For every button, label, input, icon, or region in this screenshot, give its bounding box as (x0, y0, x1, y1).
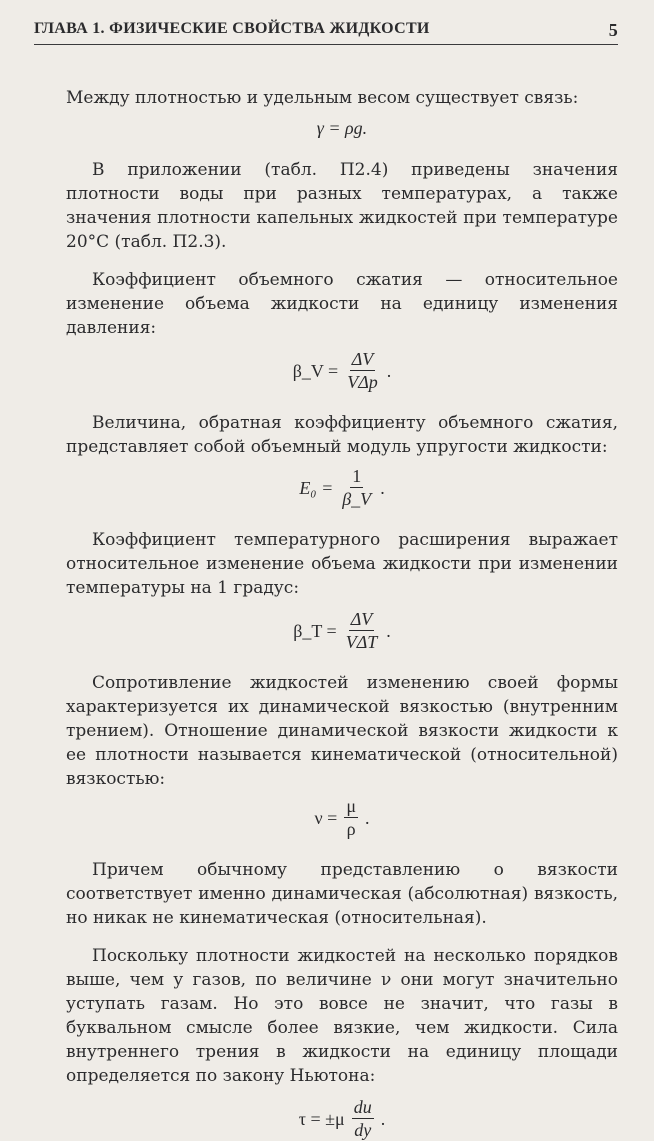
paragraph-8: Поскольку плотности жидкостей на несколько порядков выше, чем у газов, по величине ν они могут значительно уступать газам. Но это вовсе не значит, что газы в буквальном смысле более вязкие, чем жидкости. Сила внутреннего трения в жидкости на единицу площади определяется по закону Ньютона: (66, 946, 618, 1086)
formula-beta-t-lhs: β_T = (293, 620, 337, 641)
formula-nu-numerator: μ (346, 796, 356, 816)
formula-nu-denominator: ρ (346, 819, 356, 839)
formula-e0-fraction (340, 465, 373, 510)
formula-beta-v-lhs: β_V = (292, 360, 339, 381)
paragraph-6: Сопротивление жидкостей изменению своей формы характеризуется их динамической вязкостью (внутренним трением). Отношение динамической вязкости жидкости к ее плотности называется кинематической (относительной) вязкостью: (66, 673, 618, 789)
formula-e0-end: . (380, 477, 385, 498)
formula-tau-fraction (352, 1096, 374, 1141)
formula-e0-numerator: 1 (352, 466, 362, 486)
formula-beta-v-end: . (386, 360, 392, 381)
paragraph-1: Между плотностью и удельным весом существует связь: (66, 88, 579, 108)
formula-nu-fraction (344, 795, 358, 840)
formula-nu-lhs: ν = (314, 807, 338, 828)
formula-beta-t (66, 608, 618, 653)
formula-tau (66, 1096, 618, 1141)
formula-nu (66, 795, 618, 840)
formula-e0-lhs: E₀ = (299, 477, 334, 498)
formula-tau-denominator: dy (354, 1120, 372, 1140)
formula-tau-lhs: τ = ±μ (298, 1108, 345, 1129)
formula-gamma-text: γ = ρg. (316, 118, 368, 138)
formula-beta-t-end: . (386, 620, 391, 641)
paragraph-4: Величина, обратная коэффициенту объемного сжатия, представляет собой объемный модуль упругости жидкости: (66, 413, 618, 457)
formula-beta-t-numerator: ΔV (350, 609, 373, 629)
page-number: 5 (608, 20, 618, 40)
formula-beta-v-fraction (345, 348, 380, 393)
running-header (34, 16, 618, 45)
formula-e0 (66, 465, 618, 510)
formula-beta-v-denominator: VΔp (347, 372, 378, 392)
paragraph-2: В приложении (табл. П2.4) приведены значения плотности воды при разных температурах, а также значения плотности капельных жидкостей при температуре 20°С (табл. П2.3). (66, 160, 618, 252)
formula-tau-end: . (380, 1108, 386, 1129)
formula-e0-denominator: β_V (342, 489, 372, 509)
chapter-title: ГЛАВА 1. ФИЗИЧЕСКИЕ СВОЙСТВА ЖИДКОСТИ (34, 20, 430, 37)
formula-nu-end: . (364, 807, 370, 828)
formula-gamma (66, 116, 618, 140)
formula-beta-t-denominator: VΔT (345, 632, 378, 652)
formula-beta-v (66, 348, 618, 393)
paragraph-3: Коэффициент объемного сжатия — относительное изменение объема жидкости на единицу изменения давления: (66, 270, 618, 338)
formula-tau-numerator: du (353, 1097, 372, 1117)
page-body (66, 86, 618, 1141)
paragraph-7: Причем обычному представлению о вязкости соответствует именно динамическая (абсолютная) вязкость, но никак не кинематическая (относительная). (66, 860, 618, 928)
formula-beta-v-numerator: ΔV (351, 349, 374, 369)
paragraph-5: Коэффициент температурного расширения выражает относительное изменение объема жидкости при изменении температуры на 1 градус: (66, 530, 618, 598)
formula-beta-t-fraction (344, 608, 380, 653)
